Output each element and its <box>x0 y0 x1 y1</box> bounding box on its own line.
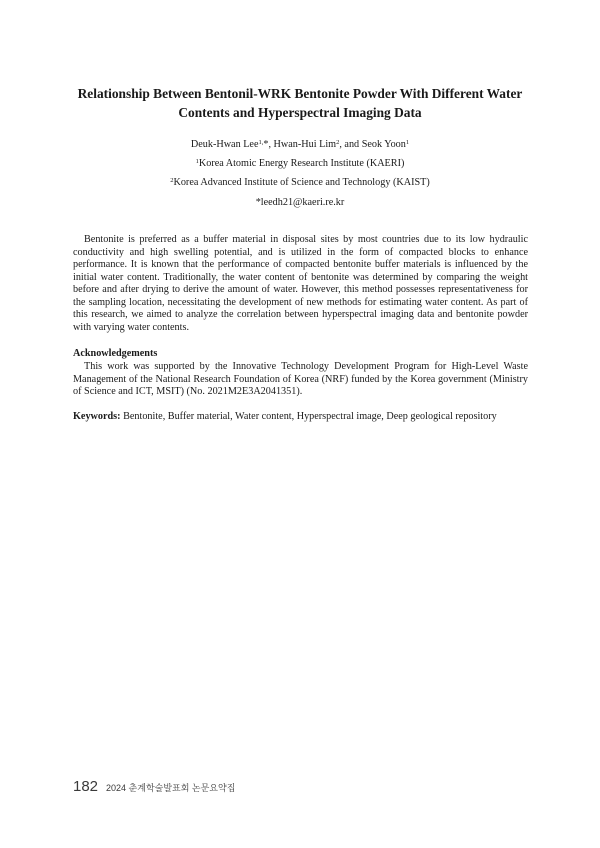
acknowledgements-paragraph: This work was supported by the Innovative Technology Development Program for High-Level Waste Management of the National Research Foundation of Korea (NRF) funded by the Korea government (Ministry of Science and ICT, MSIT) (No. 2021M2E3A2041351). <box>73 361 528 397</box>
author-name: Hwan-Hui Lim <box>273 139 337 150</box>
author-affiliation-mark: 2 <box>336 139 340 146</box>
author-separator: *, <box>263 139 274 150</box>
affiliation-text: Korea Atomic Energy Research Institute (KAERI) <box>198 158 405 169</box>
title-line-2: Contents and Hyperspectral Imaging Data <box>178 105 422 120</box>
author-affiliation-mark: 1, <box>258 139 264 146</box>
author-separator: , and <box>339 139 362 150</box>
abstract-paragraph: Bentonite is preferred as a buffer material in disposal sites by most countries due to its low hydraulic conductivity and high swelling potential, and is utilized in the form of compacted blocks to enhance performance. It is known that the performance of compacted bentonite buffer materials is influenced by the initial water content. Traditionally, the water content of bentonite was determined by comparing the weight before and after drying to derive the amount of water. However, this method possesses representativeness for the sampling location, necessitating the development of new methods for estimating water content. As part of this research, we aimed to analyze the correlation between hyperspectral imaging data and bentonite powder with varying water contents. <box>73 234 528 333</box>
affiliation-mark: 1 <box>195 158 199 165</box>
author-list <box>60 138 540 151</box>
author-name: Deuk-Hwan Lee <box>190 139 259 150</box>
keywords-label: Keywords: <box>73 411 121 422</box>
page-number: 182 <box>73 778 99 795</box>
publication-name: 2024 춘계학술발표회 논문요약집 <box>106 783 236 793</box>
title-line-1: Relationship Between Bentonil-WRK Bentonite Powder With Different Water <box>77 86 523 101</box>
affiliation-mark: 2 <box>170 177 174 184</box>
keywords-line <box>73 411 533 424</box>
paper-title <box>60 84 540 122</box>
acknowledgements-heading: Acknowledgements <box>73 348 158 359</box>
author-name: Seok Yoon <box>361 139 406 150</box>
page-footer <box>73 778 235 795</box>
author-affiliation-mark: 1 <box>405 139 410 146</box>
affiliation-text: Korea Advanced Institute of Science and Technology (KAIST) <box>173 177 430 188</box>
corresponding-email: *leedh21@kaeri.re.kr <box>255 197 345 208</box>
keywords-text: Bentonite, Buffer material, Water content, Hyperspectral image, Deep geological repository <box>120 411 497 422</box>
affiliation-2 <box>60 176 540 189</box>
affiliation-1 <box>60 157 540 170</box>
